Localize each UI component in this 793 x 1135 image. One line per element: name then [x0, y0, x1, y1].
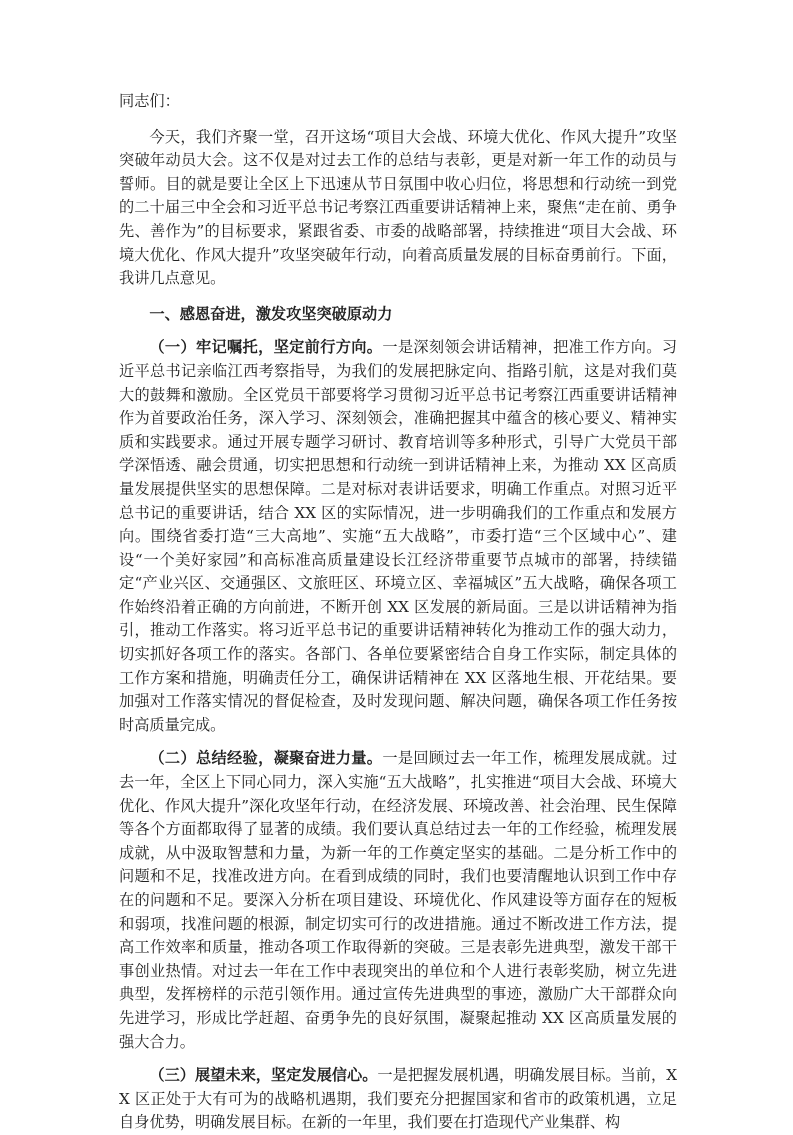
paragraph-2: [119, 747, 677, 1054]
paragraph-2-body: 一是回顾过去一年工作，梳理发展成就。过去一年，全区上下同心同力，深入实施“五大战略”，扎实推进“项目大会战、环境大优化、作风大提升”深化攻坚年行动，在经济发展、环境改善、社会治理、民生保障等各个方面都取得了显著的成绩。我们要认真总结过去一年的工作经验，梳理发展成就，从中汲取智慧和力量，为新一年的工作奠定坚实的基础。二是分析工作中的问题和不足，找准改进方向。在看到成绩的同时，我们也要清醒地认识到工作中存在的问题和不足。要深入分析在项目建设、环境优化、作风建设等方面存在的短板和弱项，找准问题的根源，制定切实可行的改进措施。通过不断改进工作方法，提高工作效率和质量，推动各项工作取得新的突破。三是表彰先进典型，激发干部干事创业热情。对过去一年在工作中表现突出的单位和个人进行表彰奖励，树立先进典型，发挥榜样的示范引领作用。通过宣传先进典型的事迹，激励广大干部群众向先进学习，形成比学赶超、奋勇争先的良好氛围，凝聚起推动 XX 区高质量发展的强大合力。: [119, 749, 678, 1051]
paragraph-1-body: 一是深刻领会讲话精神，把准工作方向。习近平总书记亲临江西考察指导，为我们的发展把脉定向、指路引航，这是对我们莫大的鼓舞和激励。全区党员干部要将学习贯彻习近平总书记考察江西重要讲话精神作为首要政治任务，深入学习、深刻领会，准确把握其中蕴含的核心要义、精神实质和实践要求。通过开展专题学习研讨、教育培训等多种形式，引导广大党员干部学深悟透、融会贯通，切实把思想和行动统一到讲话精神上来，为推动 XX 区高质量发展提供坚实的思想保障。二是对标对表讲话要求，明确工作重点。对照习近平总书记的重要讲话，结合 XX 区的实际情况，进一步明确我们的工作重点和发展方向。围绕省委打造“三大高地”、实施“五大战略”，市委打造“三个区域中心”、建设“一个美好家园”和高标准高质量建设长江经济带重要节点城市的部署，持续锚定“产业兴区、交通强区、文旅旺区、环境立区、幸福城区”五大战略，确保各项工作始终沿着正确的方向前进，不断开创 XX 区发展的新局面。三是以讲话精神为指引，推动工作落实。将习近平总书记的重要讲话精神转化为推动工作的强大动力，切实抓好各项工作的落实。各部门、各单位要紧密结合自身工作实际，制定具体的工作方案和措施，明确责任分工，确保讲话精神在 XX 区落地生根、开花结果。要加强对工作落实情况的督促检查，及时发现问题、解决问题，确保各项工作任务按时高质量完成。: [119, 338, 678, 734]
intro-paragraph: 今天，我们齐聚一堂，召开这场“项目大会战、环境大优化、作风大提升”攻坚突破年动员大会。这不仅是对过去工作的总结与表彰，更是对新一年工作的动员与誓师。目的就是要让全区上下迅速从节日氛围中收心归位，将思想和行动统一到党的二十届三中全会和习近平总书记考察江西重要讲话精神上来，聚焦“走在前、勇争先、善作为”的目标要求，紧跟省委、市委的战略部署，持续推进“项目大会战、环境大优化、作风大提升”攻坚突破年行动，向着高质量发展的目标奋勇前行。下面，我讲几点意见。: [119, 127, 677, 288]
paragraph-3-heading: （三）展望未来，坚定发展信心。: [149, 1066, 378, 1085]
section-heading-1: 一、感恩奋进，激发攻坚突破原动力: [149, 304, 393, 323]
paragraph-3-body: 一是把握发展机遇，明确发展目标。当前，XX 区正处于大有可为的战略机遇期，我们要充分把握国家和省市的政策机遇，立足自身优势，明确发展目标。在新的一年里，我们要在打造现代产业集群、构: [119, 1066, 678, 1132]
document-page: [119, 90, 677, 1135]
paragraph-1: [119, 336, 677, 737]
paragraph-2-heading: （二）总结经验，凝聚奋进力量。: [149, 749, 383, 768]
paragraph-3: [119, 1064, 677, 1135]
salutation: 同志们：: [119, 92, 180, 110]
paragraph-1-heading: （一）牢记嘱托，坚定前行方向。: [149, 338, 383, 357]
